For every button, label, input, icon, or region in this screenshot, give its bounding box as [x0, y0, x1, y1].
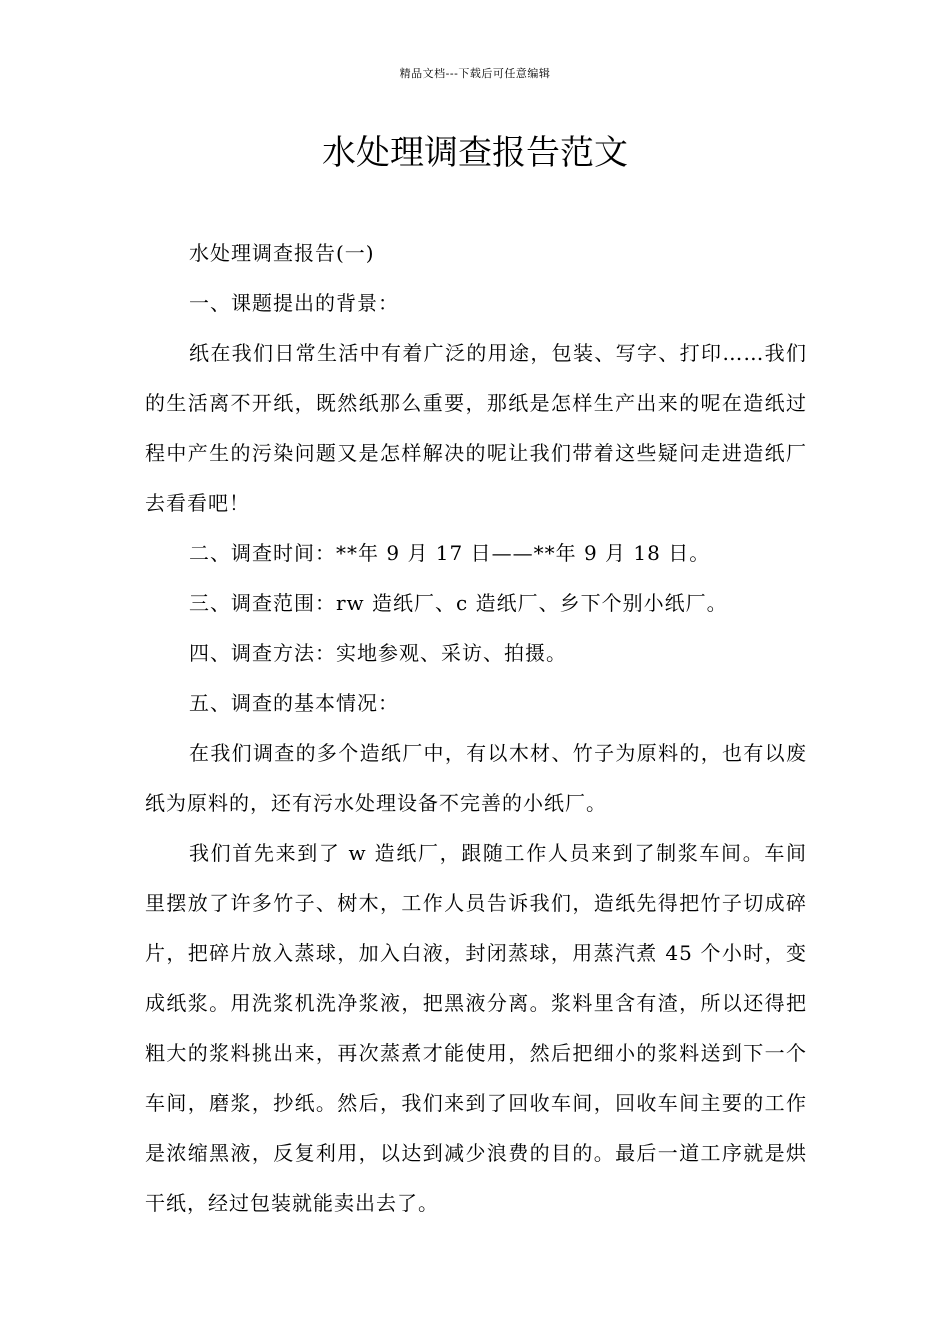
paragraph-report-subtitle: 水处理调查报告(一) [189, 241, 375, 265]
paragraph-background-text: 纸在我们日常生活中有着广泛的用途，包装、写字、打印……我们的生活离不开纸，既然纸那么重要，那纸是怎样生产出来的呢在造纸过程中产生的污染问题又是怎样解决的呢让我们带着这些疑问走进造纸厂去看看吧！ [145, 341, 807, 515]
paragraph-survey-method: 四、调查方法：实地参观、采访、拍摄。 [189, 641, 567, 665]
paragraph-survey-time: 二、调查时间：**年 9 月 17 日——**年 9 月 18 日。 [189, 541, 711, 565]
paragraph-mill-types: 在我们调查的多个造纸厂中，有以木材、竹子为原料的，也有以废纸为原料的，还有污水处理设备不完善的小纸厂。 [145, 741, 807, 815]
document-title: 水处理调查报告范文 [322, 133, 628, 173]
paragraph-survey-scope: 三、调查范围：rw 造纸厂、c 造纸厂、乡下个别小纸厂。 [189, 591, 728, 615]
paragraph-w-mill-visit: 我们首先来到了 w 造纸厂，跟随工作人员来到了制浆车间。车间里摆放了许多竹子、树木，工作人员告诉我们，造纸先得把竹子切成碎片，把碎片放入蒸球，加入白液，封闭蒸球，用蒸汽煮 45 个小时，变成纸浆。用洗浆机洗净浆液，把黑液分离。浆料里含有渣，所以还得把粗大的浆料挑出来，再次蒸煮才能使用，然后把细小的浆料送到下一个车间，磨浆，抄纸。然后，我们来到了回收车间，回收车间主要的工作是浓缩黑液，反复利用，以达到减少浪费的目的。最后一道工序就是烘干纸，经过包装就能卖出去了。 [145, 841, 807, 1215]
document-body [145, 228, 807, 1228]
paragraph-section-basic-situation: 五、调查的基本情况： [189, 691, 399, 715]
header-note: 精品文档---下载后可任意编辑 [399, 67, 551, 80]
paragraph-section-background: 一、课题提出的背景： [189, 291, 399, 315]
